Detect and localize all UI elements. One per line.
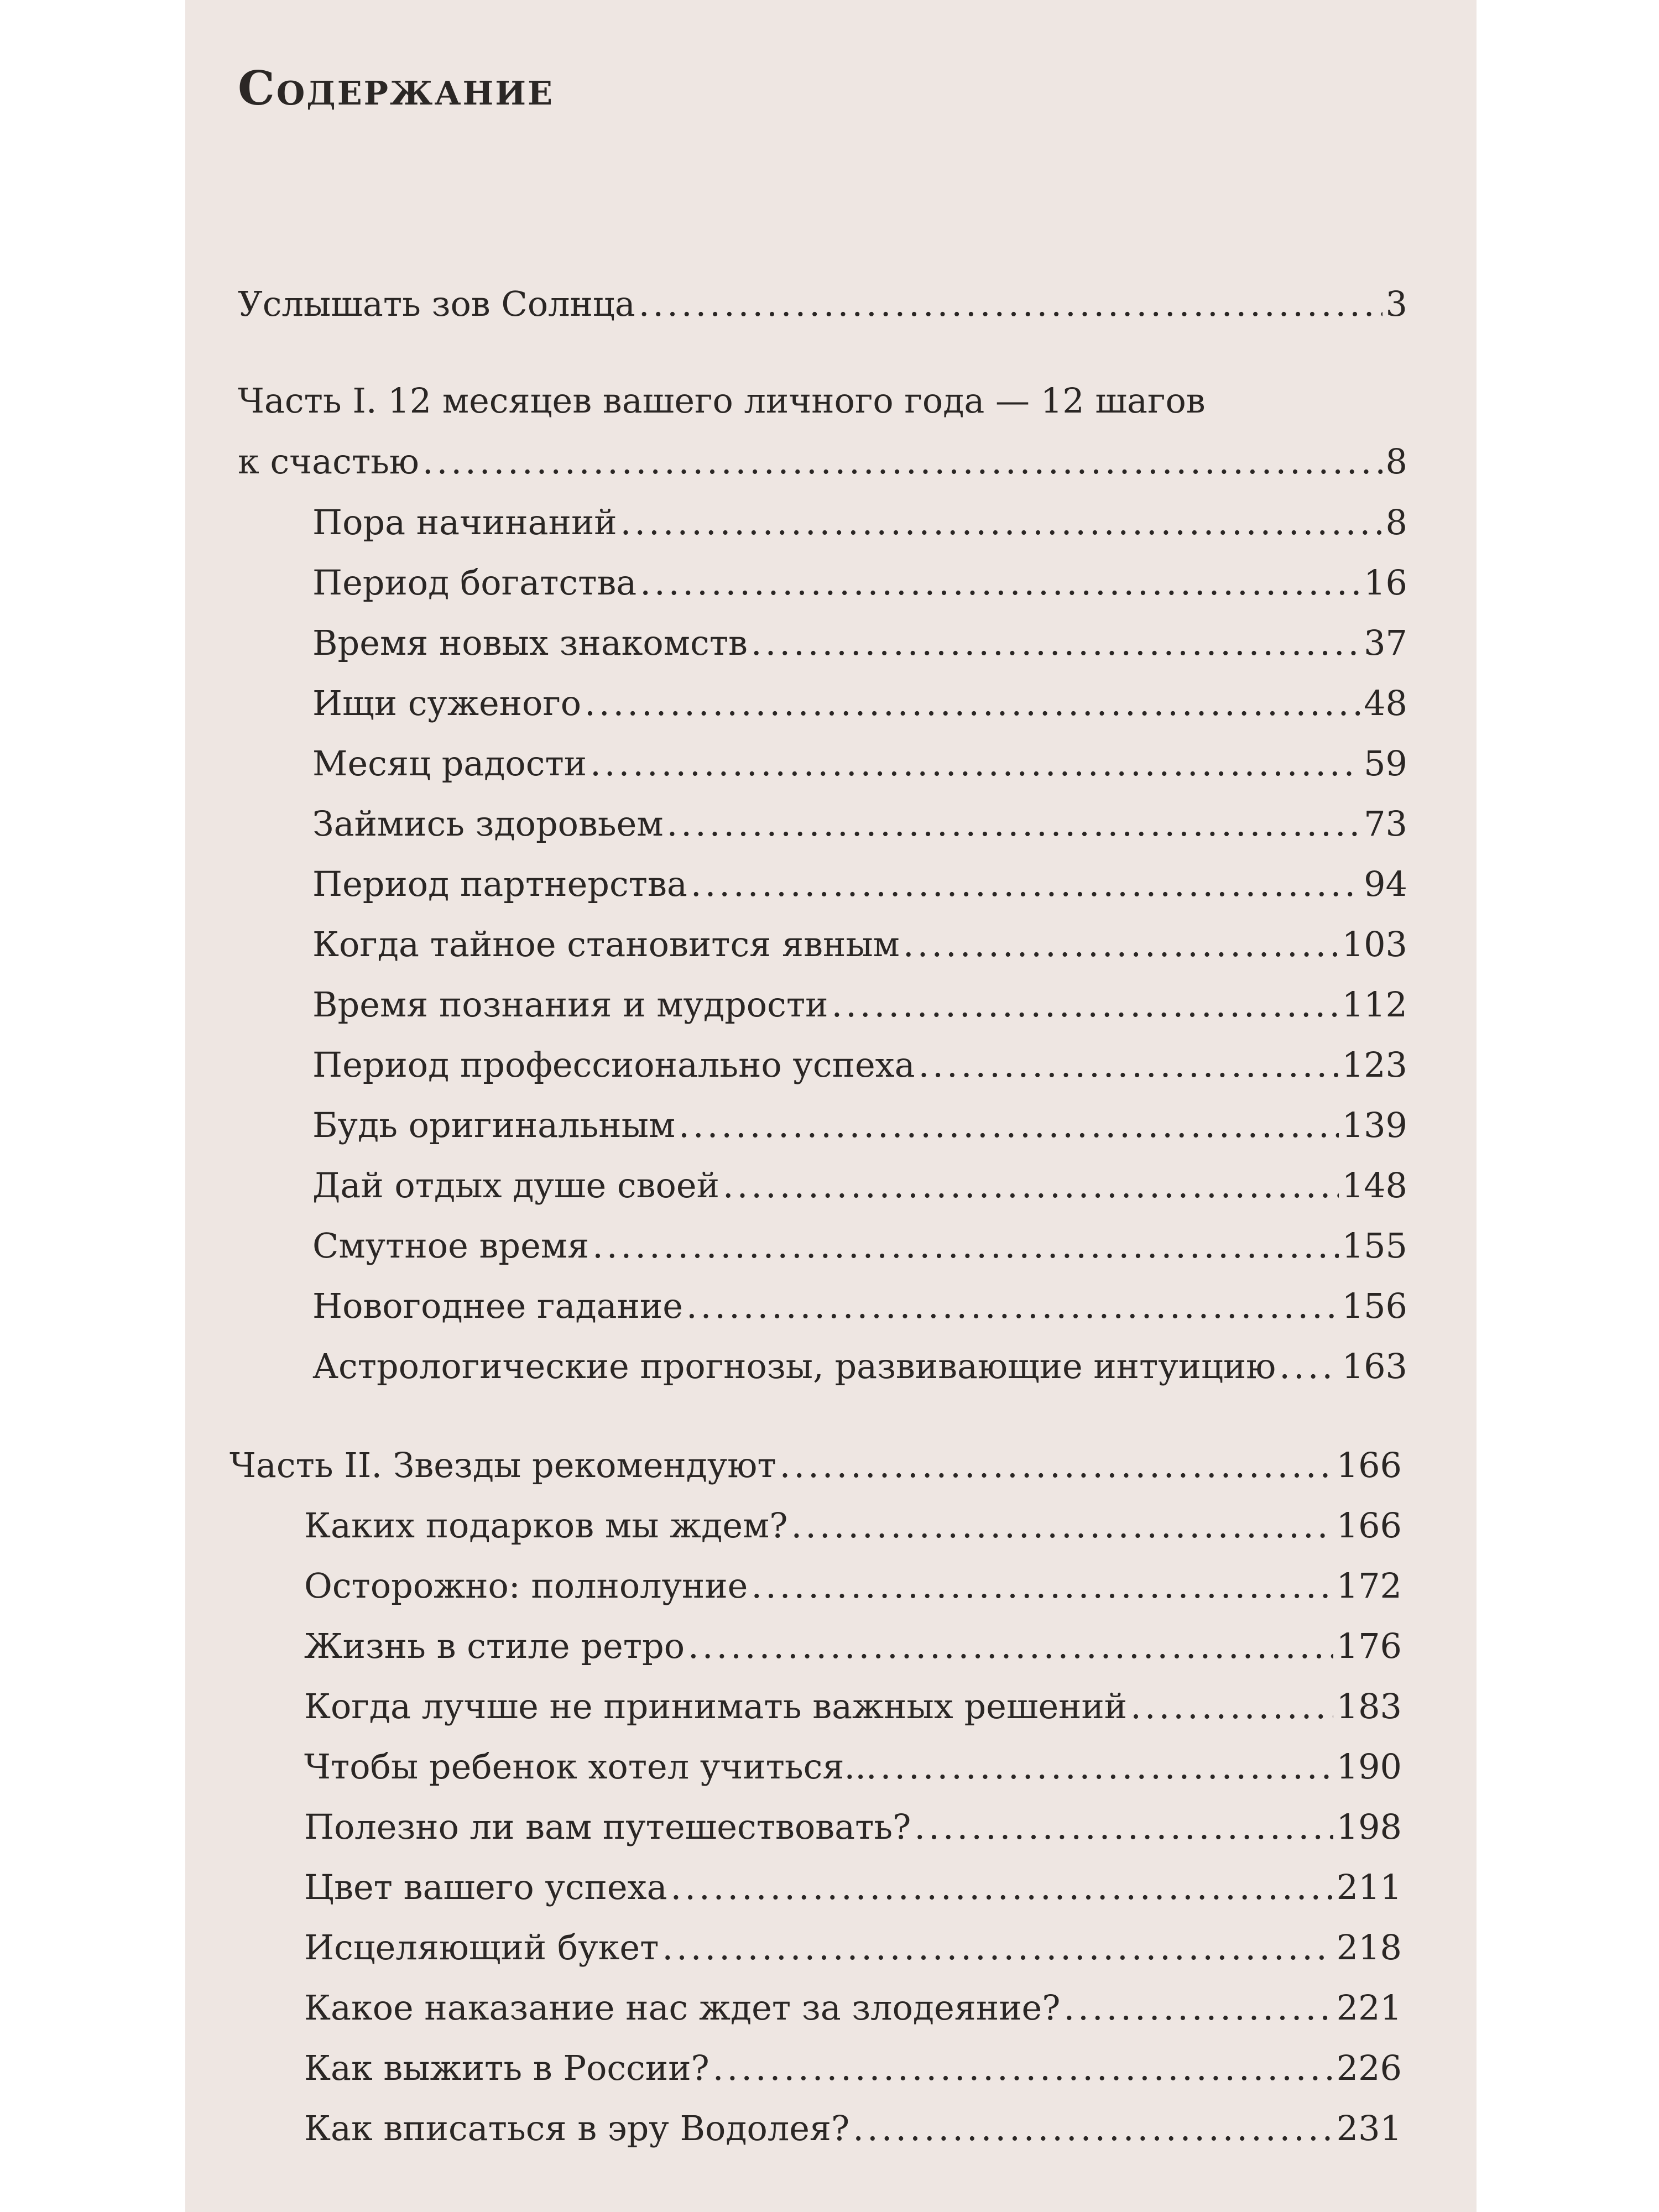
toc-entry-page: 198 (1336, 1807, 1402, 1847)
toc-entry-title: Как вписаться в эру Водолея? (304, 2108, 850, 2148)
dot-leader (831, 983, 1338, 1027)
toc-entry-page: 190 (1336, 1746, 1402, 1787)
toc-entry-page: 166 (1336, 1505, 1402, 1546)
toc-entry-title: Смутное время (312, 1225, 589, 1266)
toc-entry-page: 231 (1336, 2108, 1402, 2148)
toc-entry-page: 166 (1336, 1445, 1402, 1485)
toc-entry-title: Жизнь в стиле ретро (304, 1626, 685, 1666)
dot-leader (713, 2046, 1333, 2090)
dot-leader (914, 1805, 1333, 1849)
toc-entry-title: Время новых знакомств (312, 623, 748, 663)
toc-entry[interactable] (304, 1745, 1402, 1789)
toc-entry-title: Пора начинаний (312, 502, 617, 542)
toc-entry[interactable] (304, 1624, 1402, 1668)
toc-entry-title: Каких подарков мы ждем? (304, 1505, 788, 1546)
toc-entry[interactable] (312, 1164, 1407, 1208)
dot-leader (1063, 1986, 1333, 2030)
toc-entry[interactable] (312, 1043, 1407, 1087)
toc-entry-page: 139 (1342, 1105, 1407, 1145)
toc-entry-page: 211 (1336, 1867, 1402, 1907)
toc-entry[interactable] (304, 1504, 1402, 1548)
toc-entry-page: 59 (1364, 743, 1407, 784)
toc-entry[interactable] (312, 802, 1407, 846)
toc-entry[interactable] (312, 862, 1407, 906)
toc-entry-title: Займись здоровьем (312, 804, 664, 844)
dot-leader (723, 1164, 1339, 1208)
toc-entry-title: Когда тайное становится явным (312, 924, 900, 964)
dot-leader (639, 282, 1383, 326)
toc-entry-page: 176 (1336, 1626, 1402, 1666)
toc-entry-page: 8 (1385, 502, 1407, 542)
dot-leader (780, 1443, 1333, 1488)
toc-entry-title: Ищи суженого (312, 683, 582, 723)
toc-entry-title: Астрологические прогнозы, развивающие интуицию (312, 1346, 1276, 1386)
toc-entry-title: Цвет вашего успеха (304, 1867, 667, 1907)
toc-entry-title: Период богатства (312, 562, 637, 603)
toc-entry-page: 156 (1342, 1286, 1407, 1326)
toc-entry-title: Как выжить в России? (304, 2048, 709, 2088)
toc-entry-intro[interactable] (238, 282, 1407, 326)
dot-leader (422, 440, 1383, 484)
dot-leader (903, 922, 1339, 967)
dot-leader (662, 1926, 1333, 1970)
toc-entry-title: Чтобы ребенок хотел учиться... (304, 1746, 877, 1787)
page-title: Содержание (238, 61, 554, 116)
toc-entry[interactable] (304, 1865, 1402, 1910)
toc-entry-title: Какое наказание нас ждет за злодеяние? (304, 1987, 1061, 2028)
book-page (185, 0, 1477, 2212)
toc-entry[interactable] (312, 1344, 1407, 1389)
dot-leader (640, 561, 1360, 605)
dot-leader (1279, 1344, 1338, 1389)
toc-entry[interactable] (304, 1684, 1402, 1729)
dot-leader (592, 1224, 1339, 1268)
toc-entry-page: 226 (1336, 2048, 1402, 2088)
toc-entry-title: Время познания и мудрости (312, 984, 828, 1025)
toc-entry-page: 103 (1342, 924, 1407, 964)
dot-leader (751, 1564, 1333, 1608)
dot-leader (688, 1624, 1333, 1668)
part-1-title-line-2: к счастью (238, 441, 419, 482)
toc-entry[interactable] (312, 742, 1407, 786)
toc-entry-page: 123 (1342, 1045, 1407, 1085)
toc-entry-page: 16 (1364, 562, 1407, 603)
toc-entry[interactable] (304, 1805, 1402, 1849)
toc-entry[interactable] (304, 1926, 1402, 1970)
toc-entry-page: 3 (1385, 284, 1407, 324)
toc-entry-page: 172 (1336, 1566, 1402, 1606)
part-1-title-line-1[interactable]: Часть I. 12 месяцев вашего личного года — 12 шагов (238, 380, 1206, 421)
dot-leader (671, 1865, 1333, 1910)
toc-entry-title: Исцеляющий букет (304, 1927, 659, 1968)
dot-leader (1130, 1684, 1333, 1729)
toc-entry-page: 94 (1364, 864, 1407, 904)
toc-entry[interactable] (312, 500, 1407, 545)
toc-entry[interactable] (312, 922, 1407, 967)
toc-entry-page: 163 (1342, 1346, 1407, 1386)
dot-leader (691, 862, 1360, 906)
toc-entry-page: 183 (1336, 1686, 1402, 1726)
dot-leader (791, 1504, 1333, 1548)
toc-entry-page: 221 (1336, 1987, 1402, 2028)
dot-leader (590, 742, 1360, 786)
table-of-contents (185, 0, 1477, 2212)
toc-entry[interactable] (312, 561, 1407, 605)
toc-entry-title: Период партнерства (312, 864, 687, 904)
dot-leader (585, 681, 1360, 726)
dot-leader (853, 2106, 1333, 2151)
toc-entry[interactable] (312, 621, 1407, 665)
toc-entry-title: Дай отдых душе своей (312, 1165, 719, 1206)
toc-entry-title: Месяц радости (312, 743, 587, 784)
toc-entry[interactable] (312, 1284, 1407, 1328)
toc-entry[interactable] (304, 1986, 1402, 2030)
toc-entry-page: 48 (1364, 683, 1407, 723)
toc-entry[interactable] (304, 2046, 1402, 2090)
toc-entry-part-1[interactable] (238, 440, 1407, 484)
toc-entry-page: 148 (1342, 1165, 1407, 1206)
toc-entry-title: Услышать зов Солнца (238, 284, 635, 324)
toc-entry-title: Период профессионально успеха (312, 1045, 915, 1085)
toc-entry-title: Новогоднее гадание (312, 1286, 683, 1326)
dot-leader (679, 1103, 1339, 1147)
toc-entry-page: 73 (1364, 804, 1407, 844)
dot-leader (880, 1745, 1333, 1789)
toc-entry-page: 218 (1336, 1927, 1402, 1968)
toc-entry-page: 155 (1342, 1225, 1407, 1266)
toc-entry-title: Полезно ли вам путешествовать? (304, 1807, 911, 1847)
toc-entry[interactable] (312, 983, 1407, 1027)
toc-entry[interactable] (304, 2106, 1402, 2151)
toc-entry-title: Когда лучше не принимать важных решений (304, 1686, 1128, 1726)
toc-entry-title: Будь оригинальным (312, 1105, 676, 1145)
toc-entry-page: 37 (1364, 623, 1407, 663)
toc-entry-title: Осторожно: полнолуние (304, 1566, 748, 1606)
dot-leader (686, 1284, 1339, 1328)
toc-entry[interactable] (304, 1564, 1402, 1608)
toc-entry[interactable] (312, 681, 1407, 726)
toc-entry[interactable] (312, 1224, 1407, 1268)
toc-entry-page: 112 (1342, 984, 1407, 1025)
part-2-title: Часть II. Звезды рекомендуют (229, 1445, 776, 1485)
dot-leader (919, 1043, 1339, 1087)
toc-entry[interactable] (312, 1103, 1407, 1147)
dot-leader (667, 802, 1361, 846)
toc-entry-part-2[interactable] (229, 1443, 1402, 1488)
dot-leader (620, 500, 1383, 545)
toc-entry-page: 8 (1385, 441, 1407, 482)
dot-leader (751, 621, 1360, 665)
